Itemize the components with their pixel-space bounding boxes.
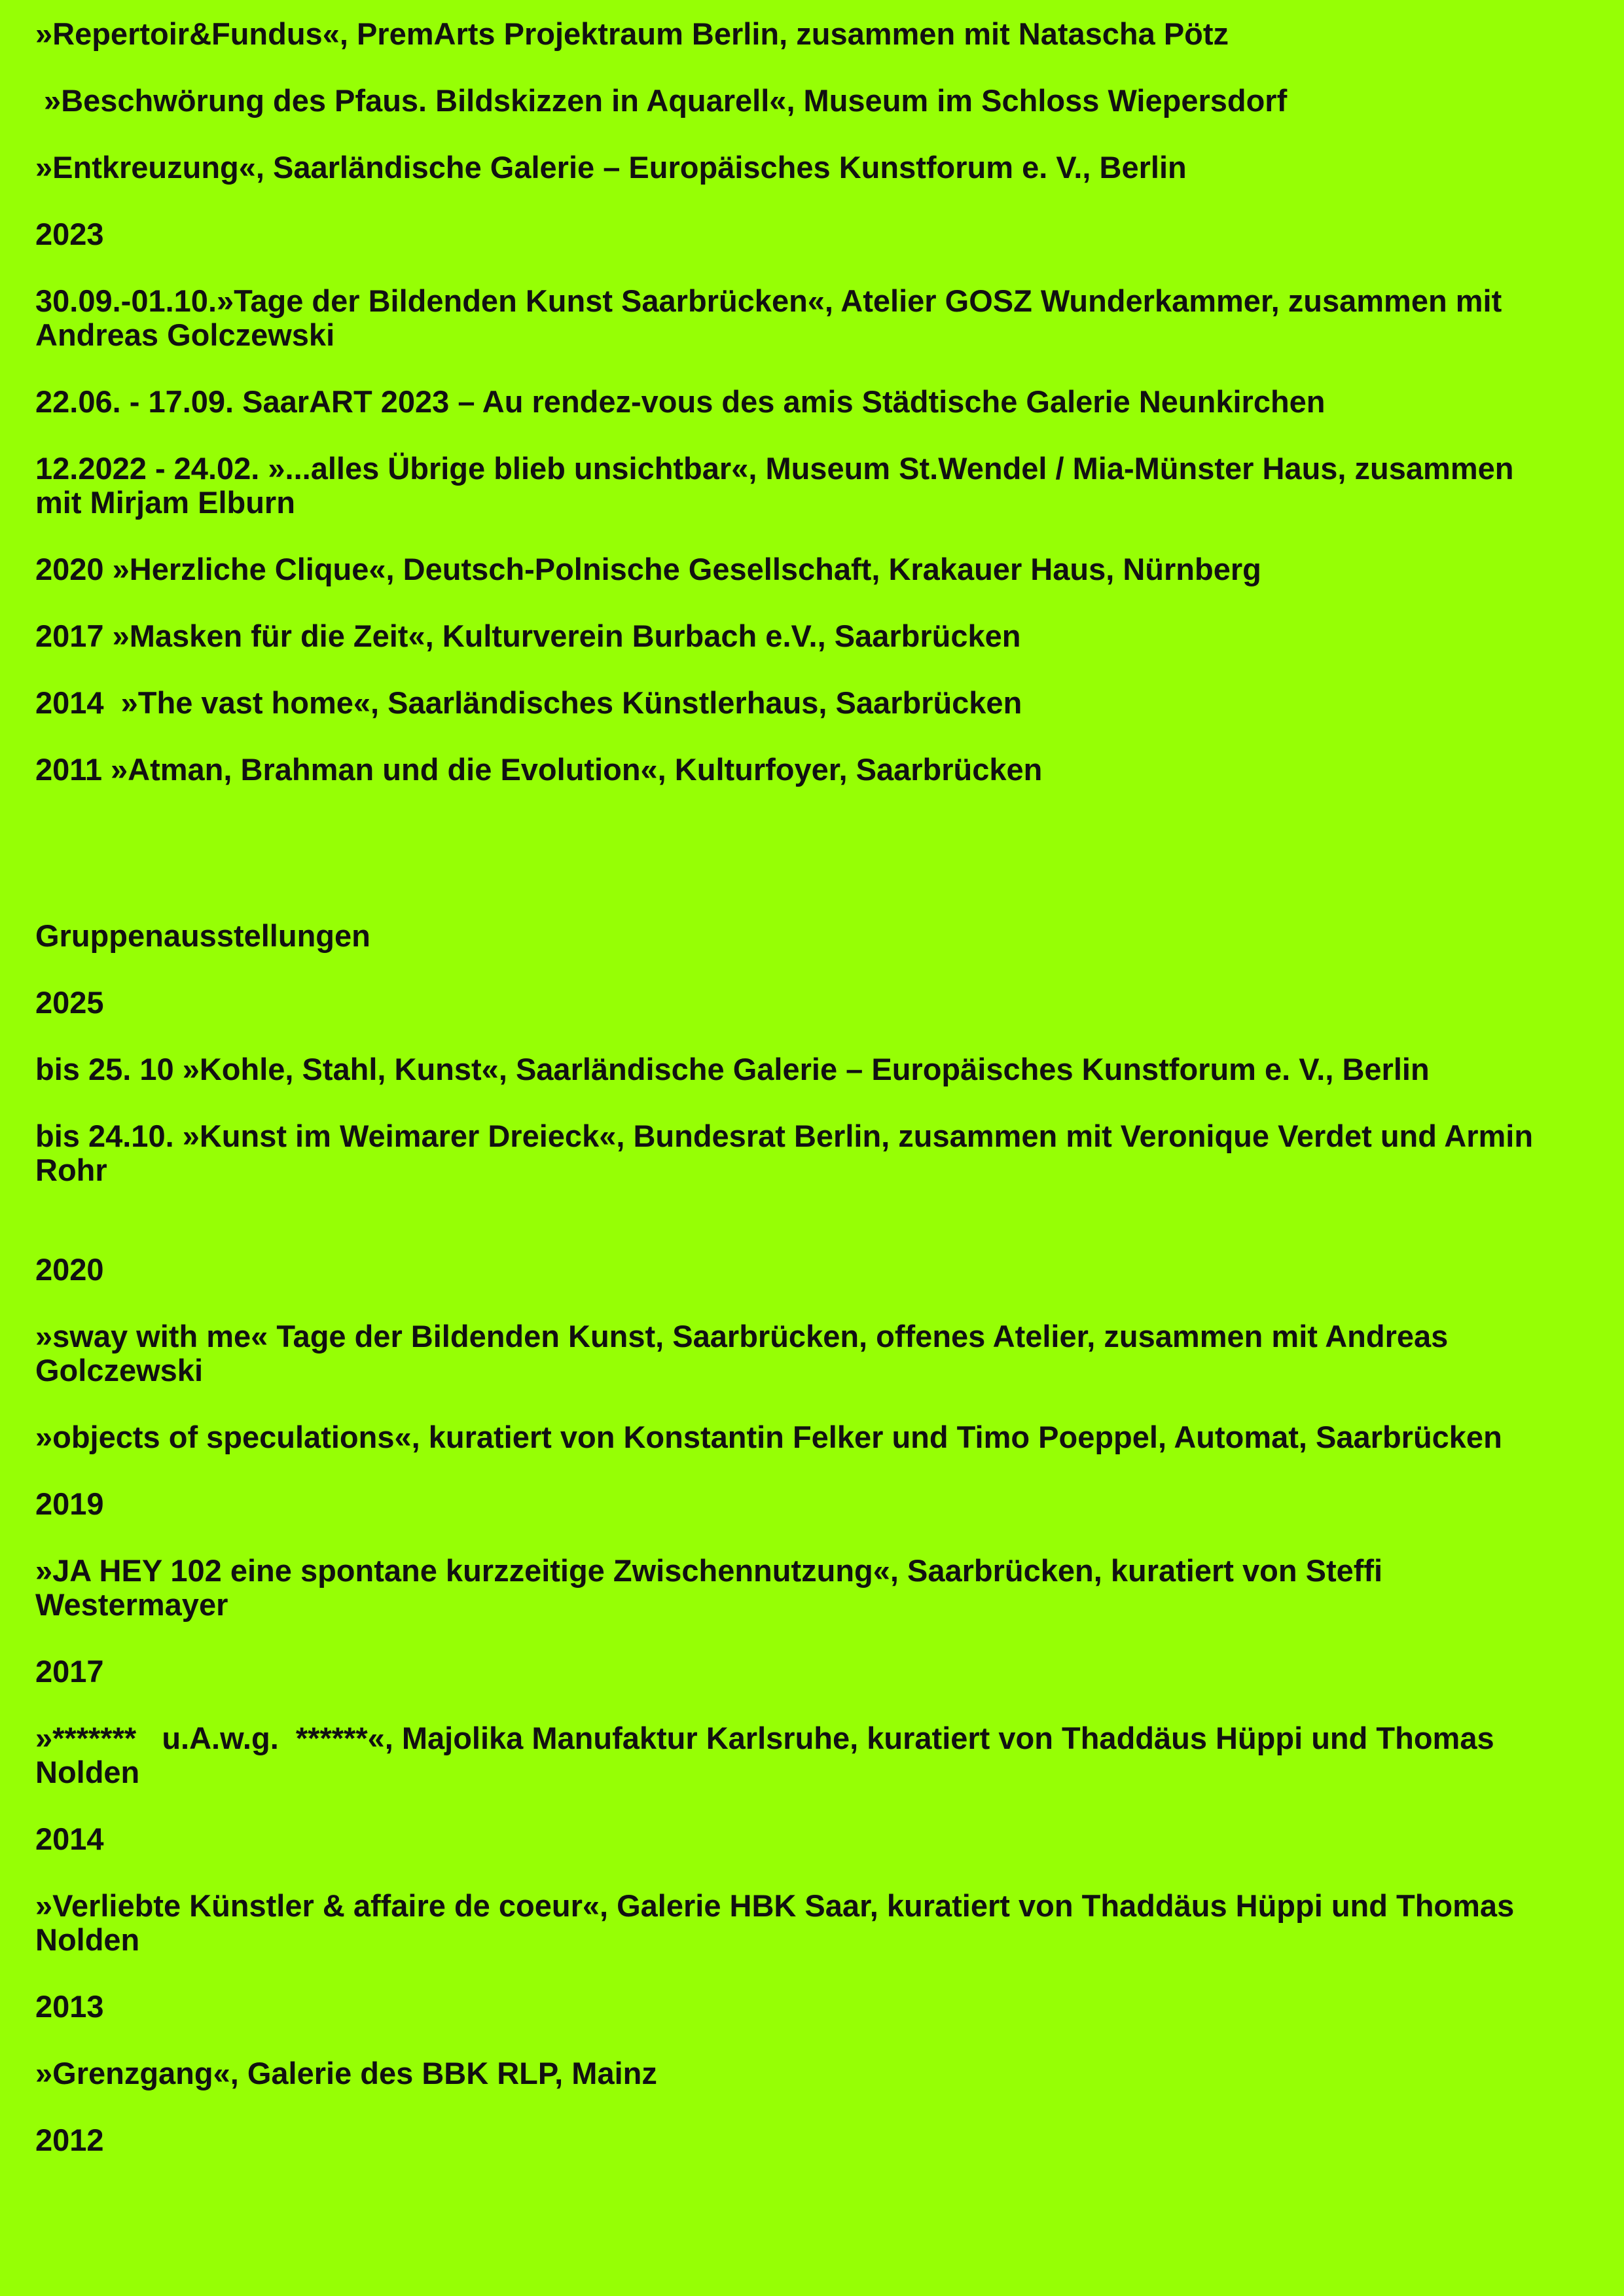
exhibition-entry: »Entkreuzung«, Saarländische Galerie – Europäisches Kunstforum e. V., Berlin <box>35 150 1187 185</box>
exhibition-entry: 2017 »Masken für die Zeit«, Kulturverein Burbach e.V., Saarbrücken <box>35 619 1021 653</box>
exhibition-entry: 22.06. - 17.09. SaarART 2023 – Au rendez-vous des amis Städtische Galerie Neunkirchen <box>35 384 1326 419</box>
exhibition-entry: 2020 »Herzliche Clique«, Deutsch-Polnische Gesellschaft, Krakauer Haus, Nürnberg <box>35 552 1261 586</box>
year-heading: 2014 <box>35 1821 104 1856</box>
spacer <box>35 819 1589 919</box>
exhibition-entry: bis 25. 10 »Kohle, Stahl, Kunst«, Saarländische Galerie – Europäisches Kunstforum e. V., Berlin <box>35 1052 1430 1086</box>
exhibition-entry: 30.09.-01.10.»Tage der Bildenden Kunst Saarbrücken«, Atelier GOSZ Wunderkammer, zusammen mit Andreas Golczewski <box>35 283 1502 352</box>
exhibition-entry: »Grenzgang«, Galerie des BBK RLP, Mainz <box>35 2056 657 2090</box>
year-heading: 2025 <box>35 985 104 1020</box>
exhibition-entry: 2011 »Atman, Brahman und die Evolution«, Kulturfoyer, Saarbrücken <box>35 752 1043 787</box>
exhibition-entry: »Beschwörung des Pfaus. Bildskizzen in Aquarell«, Museum im Schloss Wiepersdorf <box>35 83 1288 118</box>
exhibition-entry: »Verliebte Künstler & affaire de coeur«, Galerie HBK Saar, kuratiert von Thaddäus Hüppi und Thomas Nolden <box>35 1888 1515 1957</box>
section-heading: Gruppenausstellungen <box>35 918 370 953</box>
exhibition-entry: »JA HEY 102 eine spontane kurzzeitige Zwischennutzung«, Saarbrücken, kuratiert von Steffi Westermayer <box>35 1553 1383 1622</box>
year-heading: 2020 <box>35 1252 104 1287</box>
year-heading: 2017 <box>35 1654 104 1689</box>
exhibition-entry: bis 24.10. »Kunst im Weimarer Dreieck«, Bundesrat Berlin, zusammen mit Veronique Verdet und Armin Rohr <box>35 1119 1534 1187</box>
exhibition-entry: »******* u.A.w.g. ******«, Majolika Manufaktur Karlsruhe, kuratiert von Thaddäus Hüppi und Thomas Nolden <box>35 1721 1503 1789</box>
exhibition-entry: 2014 »The vast home«, Saarländisches Künstlerhaus, Saarbrücken <box>35 685 1022 720</box>
exhibition-entry: »objects of speculations«, kuratiert von Konstantin Felker und Timo Poeppel, Automat, Saarbrücken <box>35 1420 1502 1454</box>
exhibition-entry: 12.2022 - 24.02. »...alles Übrige blieb unsichtbar«, Museum St.Wendel / Mia-Münster Haus, zusammen mit Mirjam Elburn <box>35 451 1514 520</box>
year-heading: 2012 <box>35 2123 104 2157</box>
year-heading: 2013 <box>35 1989 104 2024</box>
exhibition-entry: »sway with me« Tage der Bildenden Kunst, Saarbrücken, offenes Atelier, zusammen mit Andreas Golczewski <box>35 1319 1449 1388</box>
spacer <box>35 1220 1589 1253</box>
year-heading: 2023 <box>35 217 104 251</box>
year-heading: 2019 <box>35 1486 104 1521</box>
exhibition-entry: »Repertoir&Fundus«, PremArts Projektraum Berlin, zusammen mit Natascha Pötz <box>35 16 1229 51</box>
